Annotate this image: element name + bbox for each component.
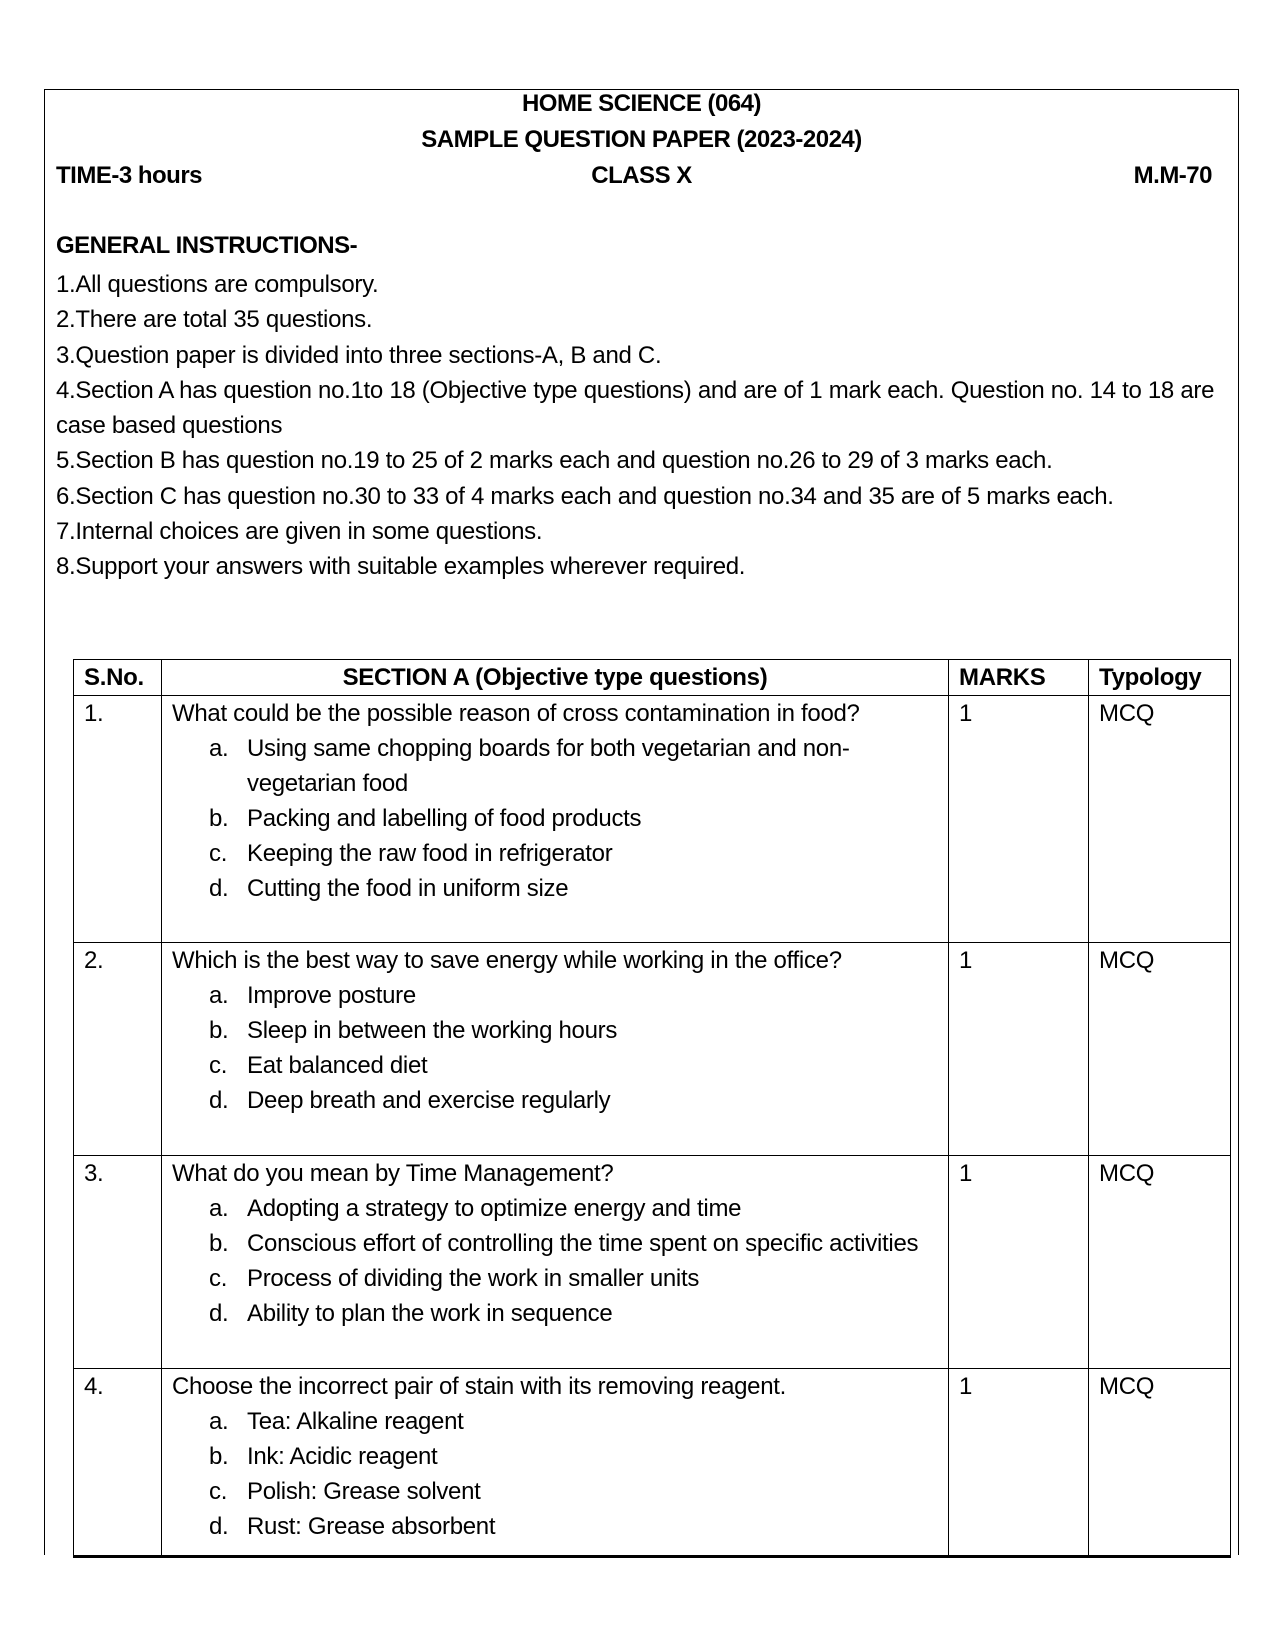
marks-value: 1 — [949, 943, 1089, 1156]
option-text: Sleep in between the working hours — [247, 1017, 618, 1044]
option-text: Cutting the food in uniform size — [247, 875, 569, 902]
option-item — [209, 1296, 938, 1331]
option-label: d. — [209, 1513, 229, 1540]
typology-value: MCQ — [1089, 1156, 1231, 1369]
table-header-row — [74, 660, 1231, 696]
marks-value: 1 — [949, 1156, 1089, 1369]
class-label: CLASS X — [591, 162, 692, 189]
option-label: c. — [209, 1052, 228, 1079]
option-label: b. — [209, 1443, 229, 1470]
subject-title: HOME SCIENCE (064) — [521, 90, 762, 117]
option-item — [209, 1226, 938, 1261]
max-marks-label: M.M-70 — [1133, 162, 1212, 189]
question-number: 1. — [74, 696, 162, 943]
column-header-sno: S.No. — [74, 660, 162, 696]
instructions-list — [56, 267, 1216, 585]
question-text: What do you mean by Time Management? — [172, 1160, 614, 1187]
option-text: Eat balanced diet — [247, 1052, 428, 1079]
option-text: Ability to plan the work in sequence — [247, 1300, 613, 1327]
question-cell — [162, 1156, 949, 1369]
option-label: c. — [209, 840, 228, 867]
option-label: a. — [209, 1195, 229, 1222]
question-cell — [162, 696, 949, 943]
option-text: Improve posture — [247, 982, 416, 1009]
option-text: Rust: Grease absorbent — [247, 1513, 496, 1540]
option-text: Tea: Alkaline reagent — [247, 1408, 464, 1435]
option-label: b. — [209, 805, 229, 832]
option-label: a. — [209, 982, 229, 1009]
options-list — [172, 1191, 938, 1331]
option-label: a. — [209, 1408, 229, 1435]
table-row — [74, 1369, 1231, 1557]
option-label: b. — [209, 1017, 229, 1044]
option-text: Keeping the raw food in refrigerator — [247, 840, 613, 867]
option-label: b. — [209, 1230, 229, 1257]
table-row — [74, 696, 1231, 943]
option-item — [209, 1261, 938, 1296]
typology-value: MCQ — [1089, 1369, 1231, 1557]
section-a-question-table — [73, 659, 1231, 1558]
option-item — [209, 1191, 938, 1226]
option-text: Conscious effort of controlling the time spent on specific activities — [247, 1230, 919, 1257]
option-label: c. — [209, 1478, 228, 1505]
option-item — [209, 801, 938, 836]
instruction-item: 3.Question paper is divided into three sections-A, B and C. — [56, 341, 662, 369]
question-number: 2. — [74, 943, 162, 1156]
column-header-typology: Typology — [1089, 660, 1231, 696]
option-text: Adopting a strategy to optimize energy and time — [247, 1195, 742, 1222]
option-item — [209, 836, 938, 871]
general-instructions-heading: GENERAL INSTRUCTIONS- — [56, 232, 358, 259]
typology-value: MCQ — [1089, 943, 1231, 1156]
instruction-item: 2.There are total 35 questions. — [56, 306, 373, 334]
option-item — [209, 978, 938, 1013]
option-label: d. — [209, 875, 229, 902]
instruction-item: 5.Section B has question no.19 to 25 of 2 marks each and question no.26 to 29 of 3 marks each. — [56, 447, 1053, 475]
instruction-item: 6.Section C has question no.30 to 33 of 4 marks each and question no.34 and 35 are of 5 marks each. — [56, 482, 1114, 510]
question-text: What could be the possible reason of cross contamination in food? — [172, 700, 860, 727]
instruction-item: 4.Section A has question no.1to 18 (Objective type questions) and are of 1 mark each. Question no. 14 to 18 are case based questions — [56, 376, 1215, 440]
options-list — [172, 731, 938, 906]
option-text: Ink: Acidic reagent — [247, 1443, 438, 1470]
option-text: Process of dividing the work in smaller units — [247, 1265, 700, 1292]
option-item — [209, 1048, 938, 1083]
question-number: 4. — [74, 1369, 162, 1557]
paper-title: SAMPLE QUESTION PAPER (2023-2024) — [421, 126, 862, 153]
question-cell — [162, 943, 949, 1156]
question-number: 3. — [74, 1156, 162, 1369]
instruction-item: 8.Support your answers with suitable examples wherever required. — [56, 553, 746, 581]
option-label: a. — [209, 735, 229, 762]
option-item — [209, 1439, 938, 1474]
options-list — [172, 978, 938, 1118]
option-item — [209, 1474, 938, 1509]
question-paper-frame — [44, 89, 1239, 1555]
column-header-section: SECTION A (Objective type questions) — [162, 660, 949, 696]
question-cell — [162, 1369, 949, 1557]
table-row — [74, 943, 1231, 1156]
option-label: d. — [209, 1300, 229, 1327]
instruction-item: 1.All questions are compulsory. — [56, 271, 379, 298]
option-text: Deep breath and exercise regularly — [247, 1087, 611, 1114]
option-item — [209, 871, 938, 906]
instruction-item: 7.Internal choices are given in some questions. — [56, 518, 543, 546]
marks-value: 1 — [949, 696, 1089, 943]
option-item — [209, 1083, 938, 1118]
table-row — [74, 1156, 1231, 1369]
option-label: c. — [209, 1265, 228, 1292]
option-text: Packing and labelling of food products — [247, 805, 642, 832]
option-item — [209, 731, 938, 801]
typology-value: MCQ — [1089, 696, 1231, 943]
options-list — [172, 1404, 938, 1544]
option-item — [209, 1404, 938, 1439]
question-text: Which is the best way to save energy while working in the office? — [172, 947, 842, 974]
option-text: Polish: Grease solvent — [247, 1478, 481, 1505]
time-label: TIME-3 hours — [56, 162, 203, 189]
option-item — [209, 1509, 938, 1544]
option-text: Using same chopping boards for both vegetarian and non-vegetarian food — [247, 735, 850, 797]
question-text: Choose the incorrect pair of stain with its removing reagent. — [172, 1373, 787, 1400]
column-header-marks: MARKS — [949, 660, 1089, 696]
option-item — [209, 1013, 938, 1048]
option-label: d. — [209, 1087, 229, 1114]
marks-value: 1 — [949, 1369, 1089, 1557]
